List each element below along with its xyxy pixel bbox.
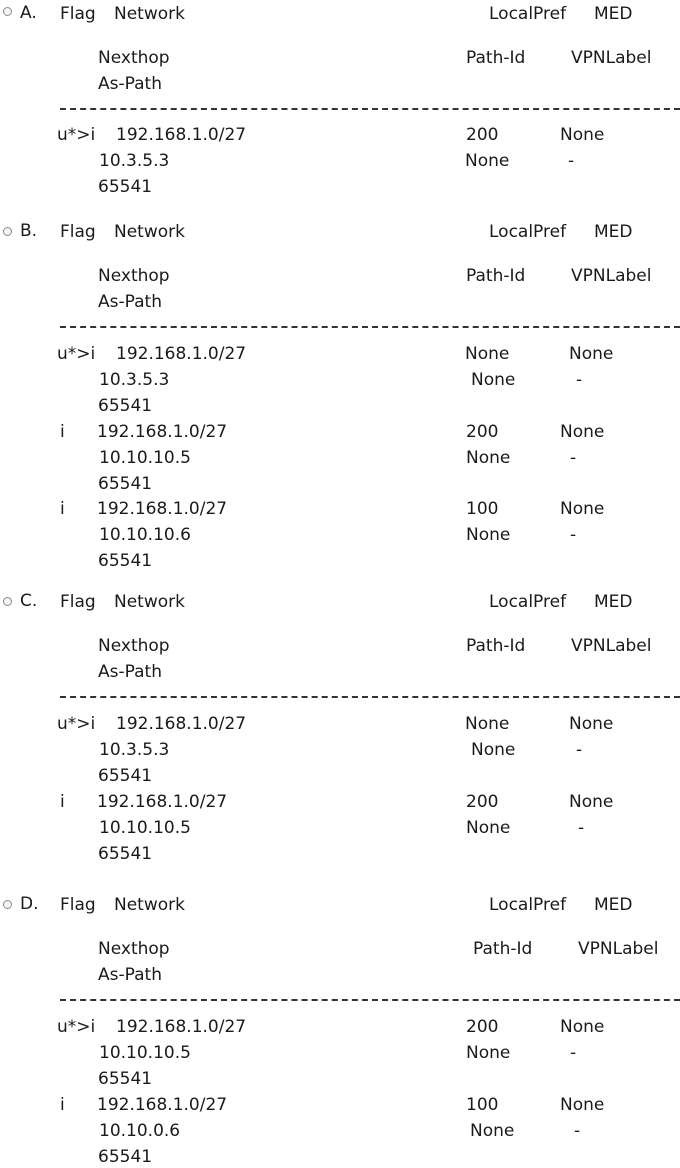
route-med: None [569, 714, 614, 734]
route-nexthop: 10.3.5.3 [99, 740, 170, 760]
header-pathid: Path-Id [466, 636, 526, 656]
header-vpnlabel: VPNLabel [571, 636, 652, 656]
route-flag: i [60, 422, 65, 442]
header-vpnlabel: VPNLabel [571, 266, 652, 286]
route-localpref: 100 [466, 499, 499, 519]
route-aspath: 65541 [98, 396, 153, 416]
route-med: None [560, 422, 605, 442]
route-med: None [560, 499, 605, 519]
header-nexthop: Nexthop [98, 939, 170, 959]
header-aspath: As-Path [98, 965, 162, 985]
route-network: 192.168.1.0/27 [97, 792, 228, 812]
route-network: 192.168.1.0/27 [97, 422, 228, 442]
separator-line [60, 326, 680, 328]
route-vpnlabel: - [570, 525, 577, 545]
route-pathid: None [465, 151, 510, 171]
route-vpnlabel: - [576, 370, 583, 390]
route-med: None [569, 344, 614, 364]
route-network: 192.168.1.0/27 [97, 499, 228, 519]
route-flag: i [60, 1095, 65, 1115]
route-pathid: None [466, 525, 511, 545]
route-nexthop: 10.10.0.6 [99, 1121, 181, 1141]
route-pathid: None [471, 370, 516, 390]
route-flag: i [60, 499, 65, 519]
route-aspath: 65541 [98, 551, 153, 571]
route-nexthop: 10.10.10.5 [99, 1043, 191, 1063]
route-flag: u*>i [57, 1017, 96, 1037]
option-letter: A. [20, 3, 37, 23]
route-med: None [560, 1095, 605, 1115]
option-c-radio[interactable] [3, 597, 12, 606]
header-vpnlabel: VPNLabel [571, 48, 652, 68]
route-nexthop: 10.10.10.5 [99, 818, 191, 838]
header-flag: Flag [60, 895, 96, 915]
option-d-radio[interactable] [3, 900, 12, 909]
header-vpnlabel: VPNLabel [578, 939, 659, 959]
route-nexthop: 10.3.5.3 [99, 370, 170, 390]
option-letter: B. [20, 221, 38, 241]
header-pathid: Path-Id [473, 939, 533, 959]
route-flag: u*>i [57, 344, 96, 364]
route-pathid: None [466, 448, 511, 468]
route-pathid: None [466, 1043, 511, 1063]
route-flag: u*>i [57, 714, 96, 734]
route-flag: u*>i [57, 125, 96, 145]
route-aspath: 65541 [98, 766, 153, 786]
route-med: None [560, 125, 605, 145]
route-flag: i [60, 792, 65, 812]
header-med: MED [594, 895, 633, 915]
route-network: 192.168.1.0/27 [97, 1095, 228, 1115]
route-vpnlabel: - [578, 818, 585, 838]
route-network: 192.168.1.0/27 [116, 1017, 247, 1037]
route-pathid: None [471, 740, 516, 760]
header-flag: Flag [60, 222, 96, 242]
route-localpref: None [465, 714, 510, 734]
route-pathid: None [470, 1121, 515, 1141]
route-localpref: 200 [466, 792, 499, 812]
option-letter: D. [20, 894, 39, 914]
route-vpnlabel: - [574, 1121, 581, 1141]
separator-line [60, 696, 680, 698]
route-aspath: 65541 [98, 1147, 153, 1167]
header-aspath: As-Path [98, 662, 162, 682]
route-pathid: None [466, 818, 511, 838]
route-nexthop: 10.10.10.6 [99, 525, 191, 545]
route-aspath: 65541 [98, 844, 153, 864]
header-nexthop: Nexthop [98, 266, 170, 286]
route-nexthop: 10.10.10.5 [99, 448, 191, 468]
route-vpnlabel: - [576, 740, 583, 760]
header-flag: Flag [60, 592, 96, 612]
option-a-radio[interactable] [3, 7, 12, 16]
route-localpref: 200 [466, 1017, 499, 1037]
route-localpref: 200 [466, 125, 499, 145]
route-network: 192.168.1.0/27 [116, 344, 247, 364]
header-localpref: LocalPref [489, 4, 567, 24]
route-localpref: 100 [466, 1095, 499, 1115]
header-aspath: As-Path [98, 292, 162, 312]
header-pathid: Path-Id [466, 266, 526, 286]
route-med: None [569, 792, 614, 812]
header-localpref: LocalPref [489, 222, 567, 242]
header-network: Network [114, 895, 185, 915]
header-aspath: As-Path [98, 74, 162, 94]
separator-line [60, 108, 680, 110]
header-nexthop: Nexthop [98, 48, 170, 68]
separator-line [60, 999, 680, 1001]
header-med: MED [594, 222, 633, 242]
header-localpref: LocalPref [489, 592, 567, 612]
route-network: 192.168.1.0/27 [116, 125, 247, 145]
header-localpref: LocalPref [489, 895, 567, 915]
header-network: Network [114, 4, 185, 24]
route-nexthop: 10.3.5.3 [99, 151, 170, 171]
header-network: Network [114, 592, 185, 612]
route-vpnlabel: - [570, 1043, 577, 1063]
route-med: None [560, 1017, 605, 1037]
header-nexthop: Nexthop [98, 636, 170, 656]
header-flag: Flag [60, 4, 96, 24]
header-pathid: Path-Id [466, 48, 526, 68]
route-vpnlabel: - [568, 151, 575, 171]
header-med: MED [594, 4, 633, 24]
option-b-radio[interactable] [3, 227, 12, 236]
route-aspath: 65541 [98, 474, 153, 494]
route-network: 192.168.1.0/27 [116, 714, 247, 734]
route-vpnlabel: - [570, 448, 577, 468]
route-aspath: 65541 [98, 1069, 153, 1089]
header-med: MED [594, 592, 633, 612]
route-localpref: 200 [466, 422, 499, 442]
route-localpref: None [465, 344, 510, 364]
route-aspath: 65541 [98, 177, 153, 197]
option-letter: C. [20, 591, 38, 611]
header-network: Network [114, 222, 185, 242]
